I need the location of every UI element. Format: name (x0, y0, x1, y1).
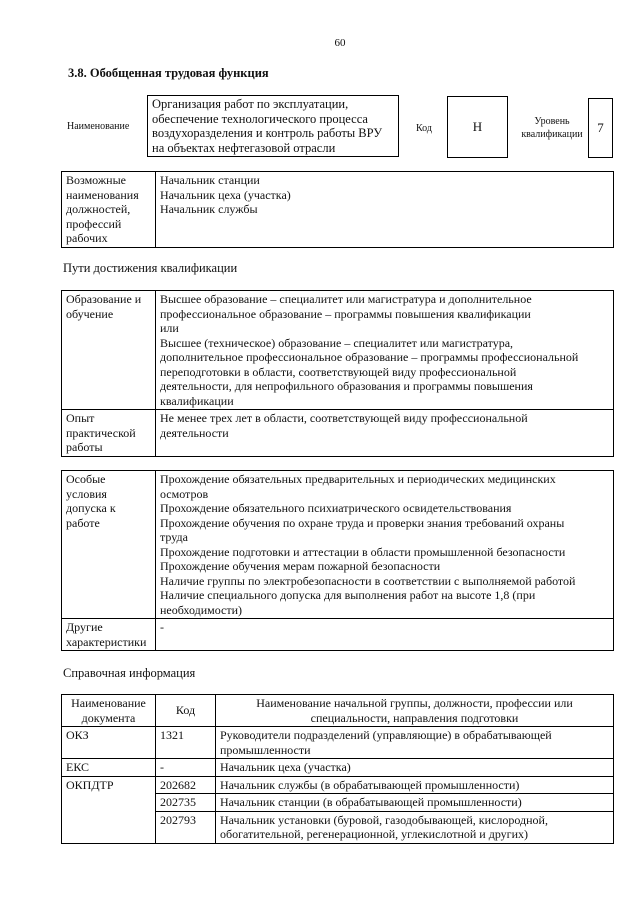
conditions-label (62, 471, 156, 619)
ref-doc-cell: ОКПДТР (62, 776, 156, 843)
ref-header-name-line: специальности, направления подготовки (310, 710, 519, 725)
education-label (62, 291, 156, 410)
conditions-table (61, 470, 614, 651)
ref-name-cell (216, 794, 614, 812)
positions-label (62, 172, 156, 248)
ref-header-name-line: Наименование начальной группы, должности, профессии или (256, 696, 573, 710)
ref-name-line: Начальник цеха (участка) (220, 760, 351, 774)
experience-label-line: работы (66, 440, 103, 454)
name-label: Наименование (67, 121, 130, 132)
experience-label-line: Опыт (66, 411, 95, 425)
education-line: Высшее (техническое) образование – специалитет или магистратура, (160, 335, 514, 350)
ref-name-line: Начальник установки (буровой, газодобывающей, кислородной, (220, 812, 548, 827)
experience-label (62, 410, 156, 457)
positions-table (61, 171, 614, 248)
ref-code-cell: - (156, 759, 216, 777)
ref-name-line: Начальник станции (в обрабатывающей промышленности) (220, 795, 522, 809)
position-item: Начальник службы (160, 202, 258, 216)
education-table (61, 290, 614, 457)
ref-name-cell (216, 759, 614, 777)
function-name-box (147, 95, 399, 157)
table-row (62, 759, 614, 777)
positions-label-line: наименования (66, 187, 139, 202)
position-item: Начальник станции (160, 173, 260, 187)
level-label-line: квалификации (521, 129, 583, 140)
condition-line: необходимости) (160, 602, 243, 617)
ref-name-line: Руководители подразделений (управляющие) в обрабатывающей (220, 728, 552, 742)
condition-line: Наличие специального допуска для выполнения работ на высоте 1,8 (при (160, 588, 536, 602)
other-label (62, 619, 156, 651)
ref-header-code: Код (156, 695, 216, 727)
ref-name-cell (216, 776, 614, 794)
education-line: квалификации (160, 393, 234, 408)
education-line: деятельности, для непрофильного образования и программы повышения (160, 379, 533, 393)
positions-label-line: Возможные (66, 173, 126, 187)
section-title: 3.8. Обобщенная трудовая функция (68, 66, 269, 80)
education-label-line: обучение (66, 306, 114, 321)
conditions-value (156, 471, 614, 619)
education-line: дополнительное профессиональное образование – программы профессиональной (160, 350, 579, 364)
reference-table (61, 694, 614, 844)
condition-line: Прохождение подготовки и аттестации в области промышленной безопасности (160, 544, 566, 559)
code-value: Н (472, 119, 483, 134)
condition-line: Прохождение обязательных предварительных и периодических медицинских (160, 472, 556, 486)
page-number: 60 (334, 37, 346, 49)
conditions-label-line: условия (66, 486, 107, 501)
condition-line: Прохождение обучения мерам пожарной безопасности (160, 559, 441, 573)
positions-label-line: рабочих (66, 231, 108, 245)
function-name-line: на объектах нефтегазовой отрасли (152, 140, 336, 155)
education-line: профессиональное образование – программы повышения квалификации (160, 306, 531, 321)
education-line: переподготовки в области, соответствующей виду профессиональной (160, 364, 517, 379)
education-value (156, 291, 614, 410)
other-label-line: характеристики (66, 634, 147, 649)
ref-name-cell (216, 727, 614, 759)
condition-line: Наличие группы по электробезопасности в соответствии с выполняемой работой (160, 573, 576, 588)
condition-line: Прохождение обязательного психиатрического освидетельствования (160, 501, 512, 515)
conditions-label-line: работе (66, 515, 100, 530)
level-value: 7 (597, 120, 604, 135)
ref-header-doc-line: документа (81, 710, 136, 725)
reference-heading: Справочная информация (63, 666, 196, 680)
positions-label-line: должностей, (66, 202, 131, 216)
ref-header-doc (62, 695, 156, 727)
education-line: Высшее образование – специалитет или магистратура и дополнительное (160, 292, 532, 306)
function-name-line: обеспечение технологического процесса (152, 111, 368, 126)
paths-heading: Пути достижения квалификации (63, 261, 238, 275)
level-label-line: Уровень (534, 116, 570, 127)
experience-line: Не менее трех лет в области, соответствующей виду профессиональной (160, 411, 528, 425)
code-label: Код (416, 123, 432, 134)
table-row (62, 727, 614, 759)
positions-value (156, 172, 614, 248)
education-label-line: Образование и (66, 292, 142, 306)
ref-code-cell: 202735 (156, 794, 216, 812)
condition-line: Прохождение обучения по охране труда и проверки знания требований охраны (160, 515, 565, 530)
ref-code-cell: 202793 (156, 811, 216, 843)
condition-line: труда (160, 530, 188, 544)
experience-value (156, 410, 614, 457)
education-line: или (160, 321, 179, 335)
conditions-label-line: допуска к (66, 501, 116, 515)
level-value-box (588, 98, 613, 158)
condition-line: осмотров (160, 486, 209, 501)
conditions-label-line: Особые (66, 472, 106, 486)
ref-code-cell: 1321 (156, 727, 216, 759)
function-name-line: Организация работ по эксплуатации, (152, 97, 349, 111)
ref-name-line: промышленности (220, 742, 311, 757)
position-item: Начальник цеха (участка) (160, 187, 291, 202)
other-label-line: Другие (66, 620, 103, 634)
code-value-box (447, 96, 508, 158)
ref-name-line: Начальник службы (в обрабатывающей промышленности) (220, 777, 520, 792)
other-value: - (156, 619, 614, 651)
function-name-line: воздухоразделения и контроль работы ВРУ (152, 126, 383, 140)
ref-header-name (216, 695, 614, 727)
positions-label-line: профессий (66, 216, 122, 231)
ref-code-cell: 202682 (156, 776, 216, 794)
table-row (62, 776, 614, 794)
experience-label-line: практической (66, 425, 136, 440)
experience-line: деятельности (160, 425, 229, 440)
ref-name-line: обогатительной, регенерационной, углекислотной и других) (220, 827, 529, 841)
ref-header-doc-line: Наименование (71, 696, 146, 710)
ref-doc-cell: ЕКС (62, 759, 156, 777)
level-label (512, 115, 592, 141)
ref-doc-cell: ОКЗ (62, 727, 156, 759)
ref-name-cell (216, 811, 614, 843)
